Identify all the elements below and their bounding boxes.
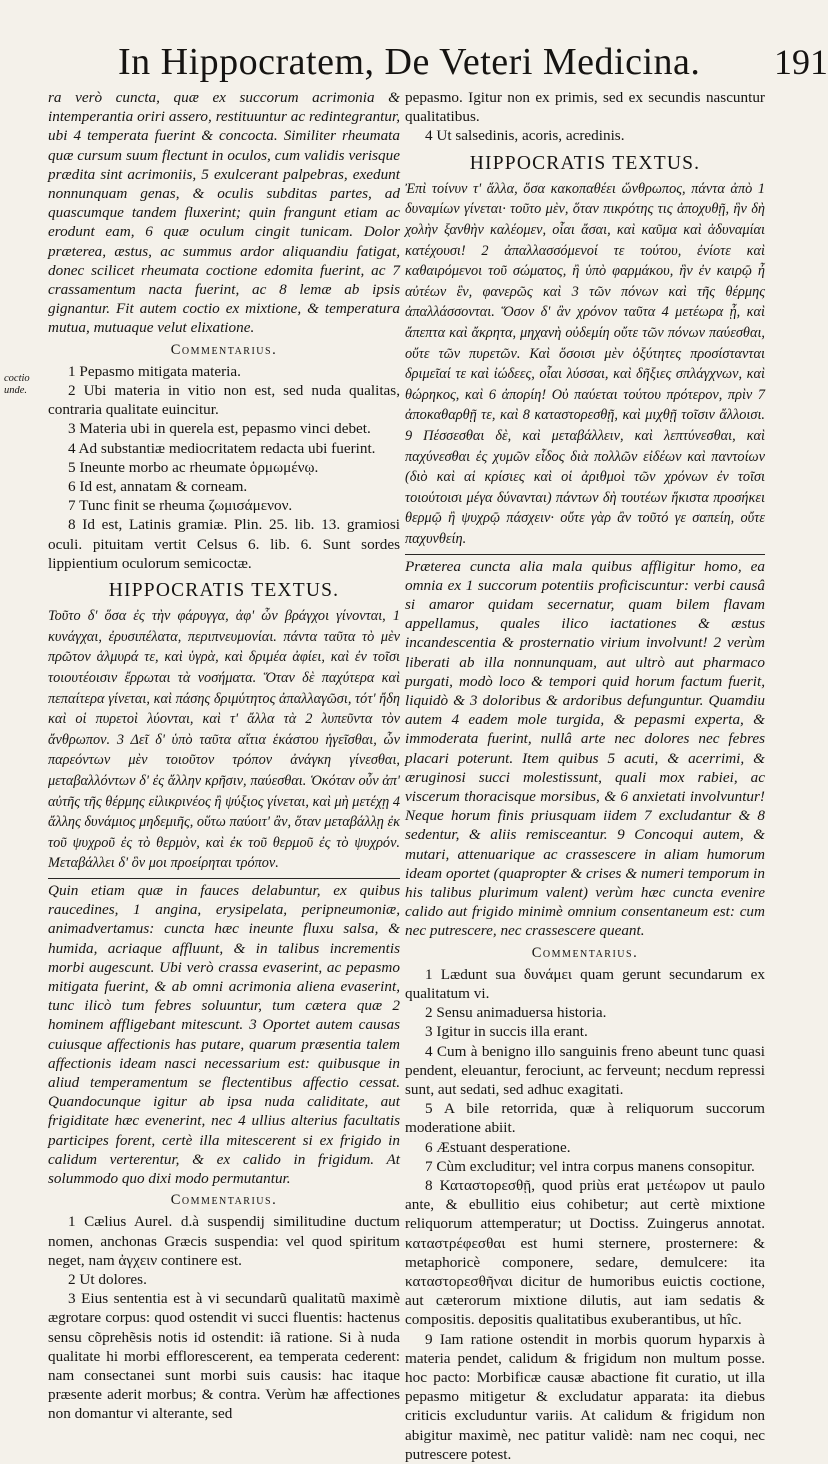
note: 7 Tunc finit se rheuma ζωμισάμενον. xyxy=(68,497,293,515)
divider xyxy=(48,878,400,879)
left-column xyxy=(48,88,400,1424)
note: 4 Ad substantiæ mediocritatem redacta ubi fuerint. xyxy=(68,439,376,457)
commentarius-heading: Commentarius. xyxy=(170,1192,278,1209)
latin-paragraph: Quin etiam quæ in fauces delabuntur, ex quibus raucedines, 1 angina, erysipelata, peripneumoniæ, animadvertamus: cuncta hæc ineunte fluxu salsa, & humida, acriaque affluunt, & in talibus incrementis morbi augescunt. Ubi verò crassa evaserint, ac pepasmo mitigata fuerint, & ab omni acrimonia aliena evaserint, tunc ilicò tum febres soluuntur, tum cætera quæ 2 hominem affligebant mitescunt. 3 Oportet autem causas cuiusque affectionis has putare, quarum præsentia talem affectionis ideam nasci necessarium est: quibusque in aliud temperamentum se flectentibus affectio cessat. Quandocunque igitur ab ipsa nuda caliditate, aut frigiditate hæc evenerint, nec 4 ullius alterius facultatis participes forent, certè illa mitescerent si ex frigido in calidum verterentur, & ex calido in frigidum. At solummodo quo dixi modo permutantur. xyxy=(48,882,400,1188)
note: 7 Cùm excluditur; vel intra corpus manens consopitur. xyxy=(425,1157,755,1175)
note: 5 Ineunte morbo ac rheumate ὁρμωμένῳ. xyxy=(68,458,319,476)
note: 4 Ut salsedinis, acoris, acredinis. xyxy=(425,127,625,145)
note: 8 Id est, Latinis gramiæ. Plin. 25. lib. 13. gramiosi oculi. pituitam vertit Celsus 6. lib. 6. Sunt sordes lippientium oculorum semicoctæ. xyxy=(48,516,400,572)
note: 2 Sensu animaduersa historia. xyxy=(425,1004,607,1022)
latin-paragraph-top: pepasmo. Igitur non ex primis, sed ex secundis nascuntur qualitatibus. xyxy=(405,89,765,126)
note: 1 Cælius Aurel. d.à suspendij similitudine ductum nomen, anchonas Græcis suspendia: vel quod spiritum neget, nam ἀγχειν continere est. xyxy=(48,1213,400,1269)
hippocratis-textus-heading: HIPPOCRATIS TEXTUS. xyxy=(108,580,340,602)
hippocratis-textus-heading: HIPPOCRATIS TEXTUS. xyxy=(469,152,701,174)
commentarius-heading: Commentarius. xyxy=(170,341,278,358)
note: 2 Ubi materia in vitio non est, sed nuda qualitas, contraria qualitate euincitur. xyxy=(48,382,400,419)
note: 3 Igitur in succis illa erant. xyxy=(425,1023,588,1041)
latin-paragraph: Præterea cuncta alia mala quibus affligitur homo, ea omnia ex 1 succorum potentiis proficiscuntur: verbi causâ si amaror quidam secernatur, quam bilem flavam appellamus, quales ilico iactationes & æstus incandescentia & prosternatio virium involvunt! 2 verùm liberati ab illa nonnunquam, aut ultrò aut pharmaco purgati, modò loco & tempori quid horum factum fuerit, liquidò & 3 doloribus & ardoribus defunguntur. Quamdiu autem 4 eadem mole turgida, & pepasmi experta, & immoderata fuerint, nullâ arte nec dolores nec febres placari poterunt. Item quibus 5 acuti, & acerrimi, & æruginosi succi molestissunt, quali mox rabiei, ac viscerum thoracisque morsibus, & 6 anxietati involvuntur! Neque horum finis priusquam iidem 7 excludantur & 8 sedentur, & aliis remisceantur. 9 Concoqui autem, & mutari, attenuarique ac crassescere in aliam humorum ideam oportet (quapropter & crises & numeri temporum in his talibus plurimum valent) verùm hæc cuncta evenire calido aut frigido minimè omnium consentaneum est: cum nec putrescere, nec crassescere queant. xyxy=(405,557,765,940)
running-head xyxy=(118,38,828,86)
divider xyxy=(405,554,765,555)
note: 3 Eius sententia est à vi secundarũ qualitatũ maximè ægrotare corpus: quod ostendit vi succi fluentis: hactenus sensu cõprehẽsis notis id ostendit: iã ratione. Si à nuda qualitate hi morbi efflorescerent, ea temperata cederent: nam consectanei sunt morbi suis causis: hac itaque præsente aderit morbus; & contra. Verùm hæ affectiones non domantur vi alterante, sed xyxy=(48,1290,400,1423)
note: 1 Lædunt sua δυνάμει quam gerunt secundarum ex qualitatum vi. xyxy=(405,965,765,1002)
running-title: In Hippocratem, De Veteri Medicina. xyxy=(118,41,701,83)
greek-text: Τοῦτο δ' ὅσα ἐς τὴν φάρυγγα, ἀφ' ὧν βράγχοι γίνονται, 1 κυνάγχαι, ἐρυσιπέλατα, περιπνευμονίαι. πάντα ταῦτα τὸ μὲν πρῶτον ἁλμυρά τε, καὶ ὑγρὰ, καὶ δριμέα ἀφίει, καὶ ἐν τοῖσι τοιουτέοισιν ἔρρωται τὰ νοσήματα. Ὅταν δὲ παχύτερα καὶ πεπαίτερα γίνεται, καὶ πάσης δριμύτητος ἀπαλλαγῶσι, τότ' ἤδη καὶ οἱ πυρετοὶ λύονται, καὶ τ' ἄλλα τὰ 2 λυπεῦντα τὸν ἄνθρωπον. 3 Δεῖ δ' ὑπὸ ταῦτα αἴτια ἑκάστου ἡγεῖσθαι, ὧν παρεόντων μὲν τοιοῦτον τρόπον ἀνάγκη γίνεσθαι, μεταβαλλόντων δ' ἐς ἄλλην κρῆσιν, παύεσθαι. Ὁκόταν οὖν ἀπ' αὐτῆς τῆς θέρμης εἰλικρινέος ἢ ψύξιος γίνεται, καὶ μὴ μετέχῃ 4 ἄλλης δυνάμιος μηδεμιῆς, οὕτω παύοιτ' ἂν, ὅταν μεταβάλλῃ ἐκ τοῦ ψυχροῦ ἐς τὸ θερμὸν, καὶ ἐκ τοῦ θερμοῦ ἐς τὸ ψυχρόν. Μεταβάλλει δ' ὃν μοι προείρηται τρόπον. xyxy=(48,608,400,872)
note: 8 Καταστορεσθῇ, quod priùs erat μετέωρον ut paulo ante, & ebullitio eius cohibetur; aut certè mixtione reliquorum attemperatur; ut Doctiss. Zuingerus annotat. καταστρέφεσθαι est humi sternere, prosternere: & metaphoricè componere, sedare, demulcere: ita καταστορεσθῆναι dicitur de humoribus euictis coctione, aut cæterorum mixtione dilutis, aut iam sedatis & compositis. depositis qualitatibus exuberantibus, ut hîc. xyxy=(405,1177,765,1329)
note: 3 Materia ubi in querela est, pepasmo vinci debet. xyxy=(68,420,371,438)
note: 2 Ut dolores. xyxy=(68,1271,147,1289)
note: 4 Cum à benigno illo sanguinis freno abeunt tunc quasi pendent, eleuantur, ferociunt, ac ferveunt; necdum repressi sunt, aut sedati, sed adhuc exagitati. xyxy=(405,1042,765,1098)
note: 9 Iam ratione ostendit in morbis quorum hyparxis à materia pendet, calidum & frigidum non multum posse. hoc pacto: Morbificæ causæ abactione fit curatio, ut illa pepasmo mitigetur & excludatur apparata: ita diebus criticis excluduntur variis. At calidum & frigidum non abigitur maximè, nec patitur validè: nam nec coqui, nec putrescere potest. xyxy=(405,1330,765,1463)
page-number: 191 xyxy=(774,42,828,82)
right-column xyxy=(405,88,765,1464)
note: 6 Id est, annatam & corneam. xyxy=(68,478,248,496)
commentarius-heading: Commentarius. xyxy=(531,944,639,961)
greek-text: Ἐπὶ τοίνυν τ' ἄλλα, ὅσα κακοπαθέει ὥνθρωπος, πάντα ἀπὸ 1 δυναμίων γίνεται· τοῦτο μὲν, ὅταν πικρότης τις ἀποχυθῇ, ἣν δὴ χολὴν ξανθὴν καλέομεν, οἷαι ἄσαι, καὶ καῦμα καὶ ἀδυναμίαι κατέχουσι! 2 ἀπαλλασσόμενοί τε τούτου, ἐνίοτε καὶ καθαιρόμενοι τοῦ σώματος, ἢ ὑπὸ φαρμάκου, ἣν ἐν καιρῷ ἦ αὐτέων ἓν, φανερῶς καὶ 3 τῶν πόνων καὶ τῆς θέρμης ἀπαλλάσσονται. Ὅσον δ' ἂν χρόνον ταῦτα 4 μετέωρα ᾖ, καὶ ἄπεπτα καὶ ἄκρητα, μηχανὴ οὐδεμίη οὔτε τῶν πόνων παύεσθαι, οὔτε τῶν πυρετῶν. Καὶ ὅσοισι μὲν ὀξύτητες προσίστανται δριμεῖαί τε καὶ ἰώδεες, οἷαι λύσσαι, καὶ δῆξιες σπλάγχνων, καὶ θώρηκος, καὶ 6 ἀπορίη! Οὐ παύεται τούτου πρότερον, πρὶν 7 ἀποκαθαρθῇ τε, καὶ 8 καταστορεσθῇ, καὶ μιχθῇ τοῖσιν ἄλλοισι. 9 Πέσσεσθαι δὲ, καὶ μεταβάλλειν, καὶ λεπτύνεσθαι, καὶ παχύνεσθαι ἐς χυμῶν εἶδος διὰ πολλῶν εἰδέων καὶ παντοίων (διὸ καὶ αἱ κρίσιες καὶ οἱ ἀριθμοὶ τῶν χρόνων ἐν τοῖσι τοιούτοισι μέγα δύνανται) πάντων δὴ τουτέων ἥκιστα προσήκει θερμῷ ἢ ψυχρῷ πάσχειν· οὔτε γὰρ ἂν τοῦτό γε σαπείη, οὔτε παχυνθείη. xyxy=(405,180,765,547)
margin-note: coctio unde. xyxy=(4,373,30,396)
note: 6 Æstuant desperatione. xyxy=(425,1138,571,1156)
note: 5 A bile retorrida, quæ à reliquorum succorum moderatione abiit. xyxy=(405,1100,765,1137)
note: 1 Pepasmo mitigata materia. xyxy=(68,362,241,380)
latin-paragraph-intro: ra verò cuncta, quæ ex succorum acrimonia & intemperantia oriri assero, restituuntur ac redintegrantur, ubi 4 temperata fuerint & concocta. Similiter rheumata quæ cursum suum flectunt in oculos, cum validis verisque prædita sint acrimoniis, 5 exulcerant palpebras, exedunt nonnunquam genas, & oculis subditas partes, ad quascumque tandem fluxerint; quin frangunt etiam ac erodunt eam, 6 quæ oculum cingit tunicam. Dolor præterea, æstus, ac summus ardor aliquandiu fatigat, donec scilicet rheumata coctione edomita fuerint, ac 7 crassamentum nacta fuerint, ac 8 lemæ ab ipsis gignantur. Fit autem coctio ex mixtione, & temperatura mutua, mutuaque velut elixatione. xyxy=(48,89,400,337)
